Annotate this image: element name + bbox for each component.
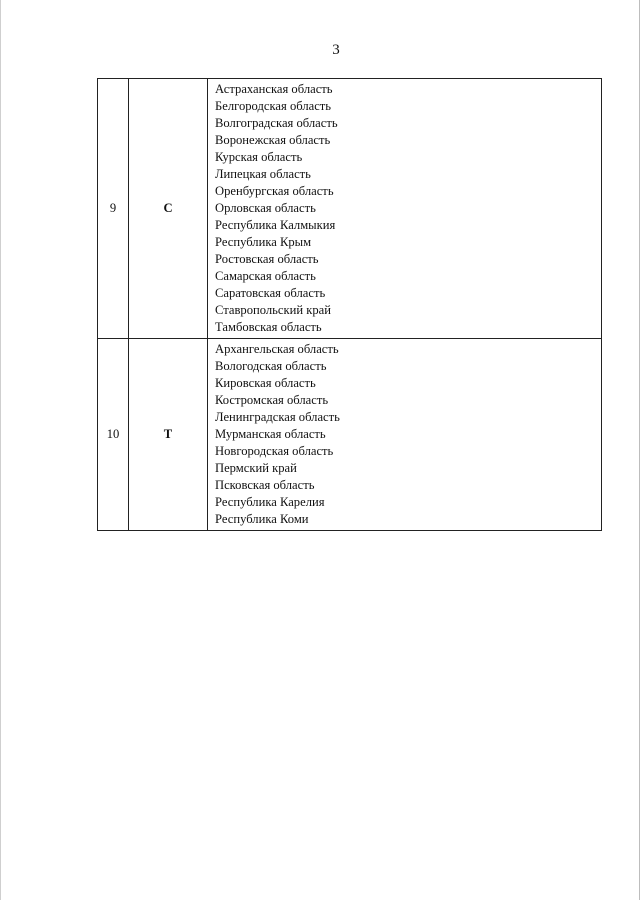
list-item: Ставропольский край — [215, 303, 332, 317]
region-list-cell — [208, 79, 602, 339]
list-item: Ленинградская область — [215, 410, 340, 424]
region-list — [208, 79, 601, 338]
list-item: Пермский край — [215, 461, 297, 475]
list-item: Волгоградская область — [215, 116, 338, 130]
list-item: Курская область — [215, 150, 303, 164]
list-item: Белгородская область — [215, 99, 332, 113]
list-item: Оренбургская область — [215, 184, 334, 198]
table-row — [98, 79, 602, 339]
list-item: Архангельская область — [215, 342, 339, 356]
list-item: Воронежская область — [215, 133, 331, 147]
page-number: 3 — [332, 42, 340, 58]
list-item: Ростовская область — [215, 252, 319, 266]
list-item: Саратовская область — [215, 286, 326, 300]
list-item: Республика Коми — [215, 512, 309, 526]
list-item: Самарская область — [215, 269, 316, 283]
list-item: Вологодская область — [215, 359, 327, 373]
table-row — [98, 339, 602, 531]
region-list — [208, 339, 601, 530]
region-group-letter: С — [129, 79, 208, 339]
region-group-letter: Т — [129, 339, 208, 531]
list-item: Тамбовская область — [215, 320, 322, 334]
region-list-cell — [208, 339, 602, 531]
list-item: Республика Крым — [215, 235, 312, 249]
row-number: 10 — [98, 339, 129, 531]
list-item: Астраханская область — [215, 82, 333, 96]
list-item: Кировская область — [215, 376, 316, 390]
list-item: Костромская область — [215, 393, 329, 407]
list-item: Республика Калмыкия — [215, 218, 336, 232]
row-number: 9 — [98, 79, 129, 339]
list-item: Новгородская область — [215, 444, 334, 458]
list-item: Липецкая область — [215, 167, 311, 181]
regions-table — [97, 78, 602, 531]
list-item: Республика Карелия — [215, 495, 325, 509]
list-item: Орловская область — [215, 201, 316, 215]
list-item: Мурманская область — [215, 427, 326, 441]
list-item: Псковская область — [215, 478, 315, 492]
